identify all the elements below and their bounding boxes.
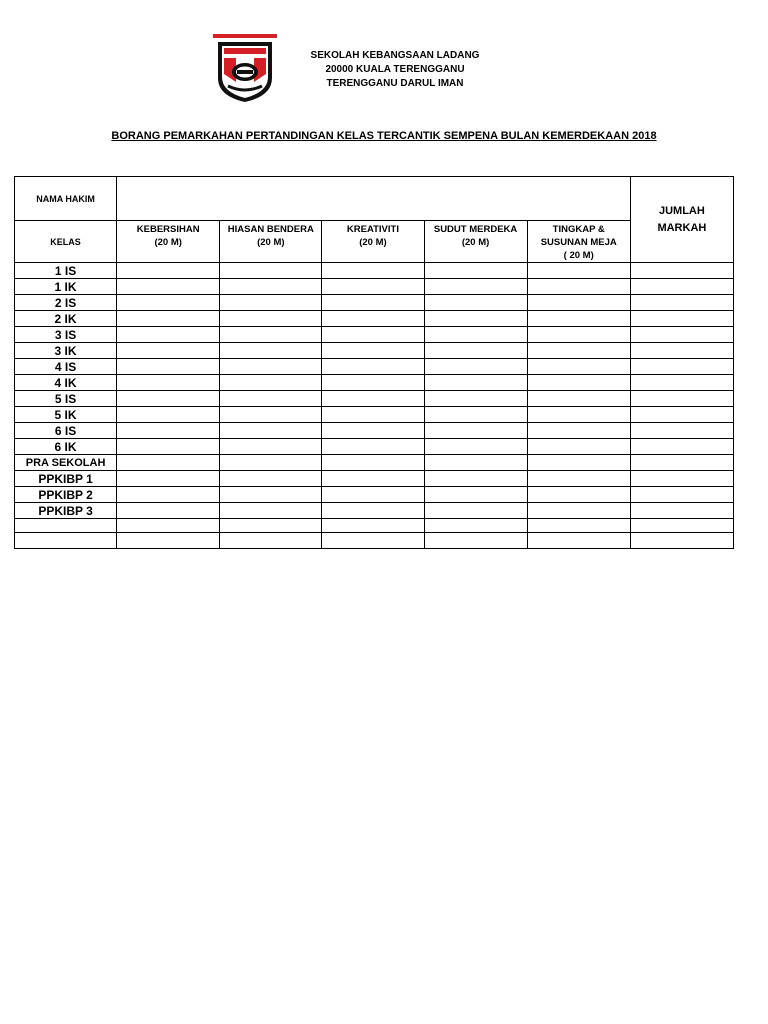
score-cell[interactable] [527, 487, 630, 503]
table-row [15, 455, 734, 471]
criteria-header [117, 221, 220, 263]
total-cell[interactable] [630, 343, 733, 359]
score-cell[interactable] [527, 519, 630, 533]
table-row [15, 487, 734, 503]
criteria-line1: KEBERSIHAN [136, 224, 200, 235]
total-cell[interactable] [630, 533, 733, 549]
score-cell[interactable] [424, 295, 527, 311]
score-cell[interactable] [527, 311, 630, 327]
class-name-cell [15, 519, 117, 533]
score-cell[interactable] [424, 327, 527, 343]
total-cell[interactable] [630, 407, 733, 423]
criteria-header [424, 221, 527, 263]
score-cell[interactable] [527, 327, 630, 343]
score-cell[interactable] [424, 503, 527, 519]
score-cell[interactable] [117, 343, 220, 359]
score-cell[interactable] [117, 327, 220, 343]
score-cell[interactable] [424, 391, 527, 407]
total-cell[interactable] [630, 471, 733, 487]
score-cell[interactable] [322, 533, 424, 549]
score-cell[interactable] [117, 407, 220, 423]
score-cell[interactable] [322, 471, 424, 487]
criteria-line2: (20 M) [461, 237, 490, 248]
class-name-cell: 4 IK [15, 375, 117, 391]
score-cell[interactable] [527, 343, 630, 359]
score-cell[interactable] [220, 343, 322, 359]
table-row [15, 471, 734, 487]
table-row [15, 533, 734, 549]
criteria-header [527, 221, 630, 263]
score-cell[interactable] [322, 375, 424, 391]
score-cell[interactable] [220, 311, 322, 327]
total-header-line2: MARKAH [657, 221, 707, 234]
class-name-cell: 5 IS [15, 391, 117, 407]
score-cell[interactable] [220, 327, 322, 343]
score-cell[interactable] [220, 279, 322, 295]
criteria-line1: SUDUT MERDEKA [433, 224, 518, 235]
table-row [15, 375, 734, 391]
score-cell[interactable] [220, 487, 322, 503]
score-cell[interactable] [117, 375, 220, 391]
score-cell[interactable] [424, 343, 527, 359]
score-cell[interactable] [527, 423, 630, 439]
score-cell[interactable] [322, 487, 424, 503]
score-cell[interactable] [117, 519, 220, 533]
total-cell[interactable] [630, 311, 733, 327]
class-name-cell: 5 IK [15, 407, 117, 423]
score-cell[interactable] [527, 279, 630, 295]
table-row [15, 407, 734, 423]
total-cell[interactable] [630, 487, 733, 503]
judge-label: NAMA HAKIM [15, 177, 117, 221]
score-cell[interactable] [220, 375, 322, 391]
class-name-cell: 1 IK [15, 279, 117, 295]
score-cell[interactable] [117, 487, 220, 503]
score-cell[interactable] [117, 311, 220, 327]
table-row [15, 327, 734, 343]
criteria-header [322, 221, 424, 263]
class-name-cell: 3 IS [15, 327, 117, 343]
total-header-line1: JUMLAH [658, 204, 705, 217]
score-cell[interactable] [220, 519, 322, 533]
score-cell[interactable] [527, 471, 630, 487]
table-row [15, 439, 734, 455]
score-cell[interactable] [424, 487, 527, 503]
criteria-line2: (20 M) [359, 237, 387, 248]
score-cell[interactable] [424, 423, 527, 439]
score-cell[interactable] [220, 423, 322, 439]
score-cell[interactable] [220, 295, 322, 311]
school-address-line1: 20000 KUALA TERENGGANU [325, 64, 465, 75]
criteria-line2: (20 M) [257, 237, 285, 248]
score-cell[interactable] [322, 519, 424, 533]
class-name-cell: PPKIBP 2 [15, 487, 117, 503]
total-cell[interactable] [630, 279, 733, 295]
score-cell[interactable] [527, 533, 630, 549]
score-table [14, 176, 734, 549]
school-name: SEKOLAH KEBANGSAAN LADANG [310, 50, 480, 61]
score-cell[interactable] [220, 455, 322, 471]
class-name-cell: 6 IK [15, 439, 117, 455]
total-cell[interactable] [630, 359, 733, 375]
score-cell[interactable] [117, 423, 220, 439]
score-cell[interactable] [322, 503, 424, 519]
table-row [15, 359, 734, 375]
score-cell[interactable] [220, 503, 322, 519]
score-cell[interactable] [117, 455, 220, 471]
score-cell[interactable] [117, 533, 220, 549]
school-address-line2: TERENGGANU DARUL IMAN [326, 78, 464, 89]
class-name-cell: PRA SEKOLAH [15, 455, 117, 471]
score-cell[interactable] [424, 439, 527, 455]
score-cell[interactable] [322, 455, 424, 471]
criteria-line1: TINGKAP & [552, 224, 605, 235]
score-cell[interactable] [322, 295, 424, 311]
criteria-line1: KREATIVITI [346, 224, 399, 235]
score-cell[interactable] [220, 359, 322, 375]
score-cell[interactable] [220, 263, 322, 279]
table-row [15, 423, 734, 439]
score-cell[interactable] [424, 471, 527, 487]
class-name-cell: 6 IS [15, 423, 117, 439]
score-cell[interactable] [322, 279, 424, 295]
table-row [15, 263, 734, 279]
score-cell[interactable] [527, 359, 630, 375]
score-cell[interactable] [322, 311, 424, 327]
score-cell[interactable] [322, 343, 424, 359]
score-cell[interactable] [322, 439, 424, 455]
score-cell[interactable] [220, 533, 322, 549]
score-cell[interactable] [322, 327, 424, 343]
score-cell[interactable] [117, 471, 220, 487]
score-cell[interactable] [322, 407, 424, 423]
score-cell[interactable] [220, 391, 322, 407]
class-name-cell: PPKIBP 1 [15, 471, 117, 487]
form-title: BORANG PEMARKAHAN PERTANDINGAN KELAS TERCANTIK SEMPENA BULAN KEMERDEKAAN 2018 [111, 130, 657, 142]
score-cell[interactable] [117, 391, 220, 407]
total-cell[interactable] [630, 519, 733, 533]
table-row [15, 503, 734, 519]
score-cell[interactable] [424, 519, 527, 533]
total-cell[interactable] [630, 375, 733, 391]
score-cell[interactable] [322, 391, 424, 407]
total-cell[interactable] [630, 327, 733, 343]
criteria-line3: ( 20 M) [563, 250, 594, 261]
score-cell[interactable] [527, 407, 630, 423]
score-cell[interactable] [117, 295, 220, 311]
score-cell[interactable] [424, 533, 527, 549]
class-name-cell: 2 IK [15, 311, 117, 327]
criteria-header [220, 221, 322, 263]
score-cell[interactable] [117, 359, 220, 375]
score-cell[interactable] [117, 279, 220, 295]
judge-name-cell[interactable] [117, 177, 631, 221]
total-cell[interactable] [630, 423, 733, 439]
table-row [15, 343, 734, 359]
total-header [630, 177, 733, 263]
score-cell[interactable] [527, 439, 630, 455]
class-label: KELAS [15, 221, 117, 263]
score-cell[interactable] [220, 407, 322, 423]
total-cell[interactable] [630, 455, 733, 471]
school-header [300, 49, 490, 91]
table-row [15, 311, 734, 327]
criteria-line1: HIASAN BENDERA [227, 224, 314, 235]
score-cell[interactable] [322, 423, 424, 439]
school-logo [210, 32, 280, 104]
criteria-line2: (20 M) [154, 237, 182, 248]
score-cell[interactable] [527, 263, 630, 279]
class-name-cell: 4 IS [15, 359, 117, 375]
score-cell[interactable] [220, 439, 322, 455]
score-cell[interactable] [527, 391, 630, 407]
score-cell[interactable] [117, 439, 220, 455]
class-name-cell: PPKIBP 3 [15, 503, 117, 519]
total-cell[interactable] [630, 439, 733, 455]
score-cell[interactable] [527, 375, 630, 391]
score-cell[interactable] [424, 375, 527, 391]
score-cell[interactable] [322, 263, 424, 279]
score-cell[interactable] [424, 407, 527, 423]
score-cell[interactable] [322, 359, 424, 375]
total-cell[interactable] [630, 391, 733, 407]
total-cell[interactable] [630, 295, 733, 311]
table-row [15, 391, 734, 407]
score-cell[interactable] [117, 503, 220, 519]
class-name-cell [15, 533, 117, 549]
class-name-cell: 2 IS [15, 295, 117, 311]
class-name-cell: 1 IS [15, 263, 117, 279]
class-name-cell: 3 IK [15, 343, 117, 359]
criteria-line2: SUSUNAN MEJA [540, 237, 617, 248]
score-cell[interactable] [527, 503, 630, 519]
score-cell[interactable] [527, 455, 630, 471]
table-row [15, 279, 734, 295]
score-cell[interactable] [424, 311, 527, 327]
total-cell[interactable] [630, 503, 733, 519]
score-cell[interactable] [424, 359, 527, 375]
score-cell[interactable] [424, 279, 527, 295]
score-cell[interactable] [527, 295, 630, 311]
table-row [15, 519, 734, 533]
score-cell[interactable] [220, 471, 322, 487]
total-cell[interactable] [630, 263, 733, 279]
score-cell[interactable] [424, 455, 527, 471]
score-cell[interactable] [424, 263, 527, 279]
score-cell[interactable] [117, 263, 220, 279]
table-row [15, 295, 734, 311]
